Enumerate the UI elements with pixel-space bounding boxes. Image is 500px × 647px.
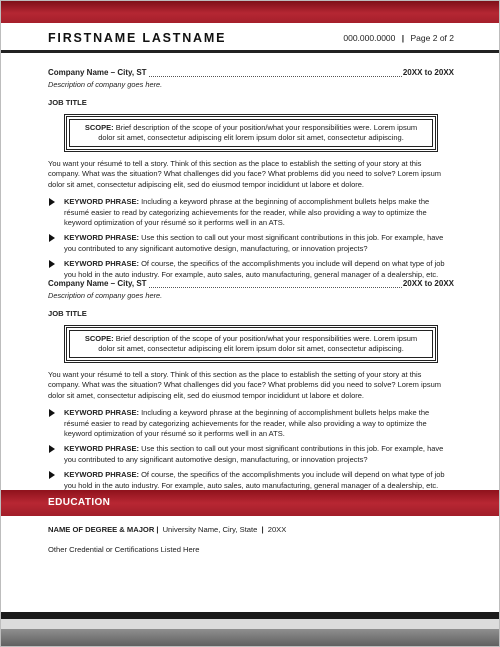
scope-label: SCOPE: bbox=[84, 334, 114, 343]
job-entry bbox=[48, 279, 454, 496]
bullet-text: Including a keyword phrase at the beginning of accomplishment bullets helps make the résumé easier to read by categorizing achievements for the reader, while also providing a way to optimize the keyword optimization of your résumé so it performs well in an ATS. bbox=[64, 408, 430, 439]
separator: | bbox=[156, 525, 159, 534]
keyword-phrase-label: KEYWORD PHRASE: bbox=[64, 259, 140, 269]
job-title: JOB TITLE bbox=[48, 98, 87, 107]
keyword-phrase-label: KEYWORD PHRASE: bbox=[64, 444, 140, 454]
accomplishment-bullet bbox=[48, 444, 454, 465]
bullet-text: Use this section to call out your most significant contributions in this job. For example, have you contributed to any significant automotive design, manufacturing, or innovation projects? bbox=[64, 233, 444, 253]
scope-text bbox=[69, 119, 433, 147]
header-name-row bbox=[1, 23, 500, 53]
scope-text bbox=[69, 330, 433, 358]
job-entry bbox=[48, 68, 454, 285]
bullet-text: Of course, the specifics of the accomplishments you include will depend on what type of job you hold in the auto industry. For example, auto sales, auto manufacturing, general manager of a dealership, etc. bbox=[64, 259, 445, 279]
page-number: Page 2 of 2 bbox=[410, 33, 454, 43]
arrow-bullet-icon bbox=[49, 409, 55, 417]
job-dates: 20XX to 20XX bbox=[402, 68, 454, 77]
footer-gray-stripe bbox=[1, 619, 500, 629]
accomplishment-list bbox=[48, 197, 454, 280]
arrow-bullet-icon bbox=[49, 445, 55, 453]
contact-info bbox=[343, 33, 454, 43]
separator: | bbox=[261, 525, 264, 534]
keyword-phrase-label: KEYWORD PHRASE: bbox=[64, 470, 140, 480]
company-name: Company Name – City, ST bbox=[48, 279, 147, 288]
company-name: Company Name – City, ST bbox=[48, 68, 147, 77]
bullet-text: Use this section to call out your most significant contributions in this job. For example, have you contributed to any significant automotive design, manufacturing, or innovation projects? bbox=[64, 444, 444, 464]
bullet-text: Of course, the specifics of the accomplishments you include will depend on what type of job you hold in the auto industry. For example, auto sales, auto manufacturing, general manager of a dealership, etc. bbox=[64, 470, 445, 490]
arrow-bullet-icon bbox=[49, 471, 55, 479]
other-credentials: Other Credential or Certifications Listed Here bbox=[48, 545, 200, 554]
scope-box bbox=[64, 325, 438, 363]
education-degree-line bbox=[48, 525, 286, 534]
company-description: Description of company goes here. bbox=[48, 80, 163, 89]
separator: | bbox=[401, 33, 405, 43]
accomplishment-bullet bbox=[48, 259, 454, 280]
scope-label: SCOPE: bbox=[84, 123, 114, 132]
footer-black-stripe bbox=[1, 612, 500, 619]
school-name: University Name, Ciry, State bbox=[160, 525, 260, 534]
scope-box bbox=[64, 114, 438, 152]
accomplishment-bullet bbox=[48, 408, 454, 439]
arrow-bullet-icon bbox=[49, 234, 55, 242]
scope-body: Brief description of the scope of your position/what your responsibilities were. Lorem ipsum dolor sit amet, consectetur adipiscing elit lorem ipsum dolor sit amet, consectetur adipiscing. bbox=[98, 334, 418, 353]
education-section-band bbox=[1, 490, 500, 516]
header-accent-band bbox=[1, 1, 500, 23]
job-header bbox=[48, 279, 454, 290]
degree-name: NAME OF DEGREE & MAJOR bbox=[48, 525, 155, 534]
keyword-phrase-label: KEYWORD PHRASE: bbox=[64, 197, 140, 207]
job-header bbox=[48, 68, 454, 79]
phone-number: 000.000.0000 bbox=[343, 33, 396, 43]
company-description: Description of company goes here. bbox=[48, 291, 163, 300]
accomplishment-bullet bbox=[48, 233, 454, 254]
arrow-bullet-icon bbox=[49, 198, 55, 206]
accomplishment-list bbox=[48, 408, 454, 491]
story-paragraph: You want your résumé to tell a story. Think of this section as the place to establish the setting of your story at this company. What was the situation? What challenges did you face? What problems did you need to solve? Lorem ipsum dolor sit amet, consectetur adipiscing elit, sed do eiusmod tempor incididunt ut labore et dolore. bbox=[48, 159, 441, 189]
candidate-name: FIRSTNAME LASTNAME bbox=[48, 31, 227, 45]
arrow-bullet-icon bbox=[49, 260, 55, 268]
job-dates: 20XX to 20XX bbox=[402, 279, 454, 288]
keyword-phrase-label: KEYWORD PHRASE: bbox=[64, 408, 140, 418]
bullet-text: Including a keyword phrase at the beginning of accomplishment bullets helps make the résumé easier to read by categorizing achievements for the reader, while also providing a way to optimize the keyword optimization of your résumé so it performs well in an ATS. bbox=[64, 197, 430, 228]
accomplishment-bullet bbox=[48, 470, 454, 491]
footer-dark-stripe bbox=[1, 629, 500, 647]
scope-body: Brief description of the scope of your position/what your responsibilities were. Lorem ipsum dolor sit amet, consectetur adipiscing elit lorem ipsum dolor sit amet, consectetur adipiscing. bbox=[98, 123, 418, 142]
job-title: JOB TITLE bbox=[48, 309, 87, 318]
story-paragraph: You want your résumé to tell a story. Think of this section as the place to establish the setting of your story at this company. What was the situation? What challenges did you face? What problems did you need to solve? Lorem ipsum dolor sit amet, consectetur adipiscing elit, sed do eiusmod tempor incididunt ut labore et dolore. bbox=[48, 370, 441, 400]
graduation-year: 20XX bbox=[265, 525, 287, 534]
accomplishment-bullet bbox=[48, 197, 454, 228]
education-heading: EDUCATION bbox=[48, 497, 111, 508]
keyword-phrase-label: KEYWORD PHRASE: bbox=[64, 233, 140, 243]
